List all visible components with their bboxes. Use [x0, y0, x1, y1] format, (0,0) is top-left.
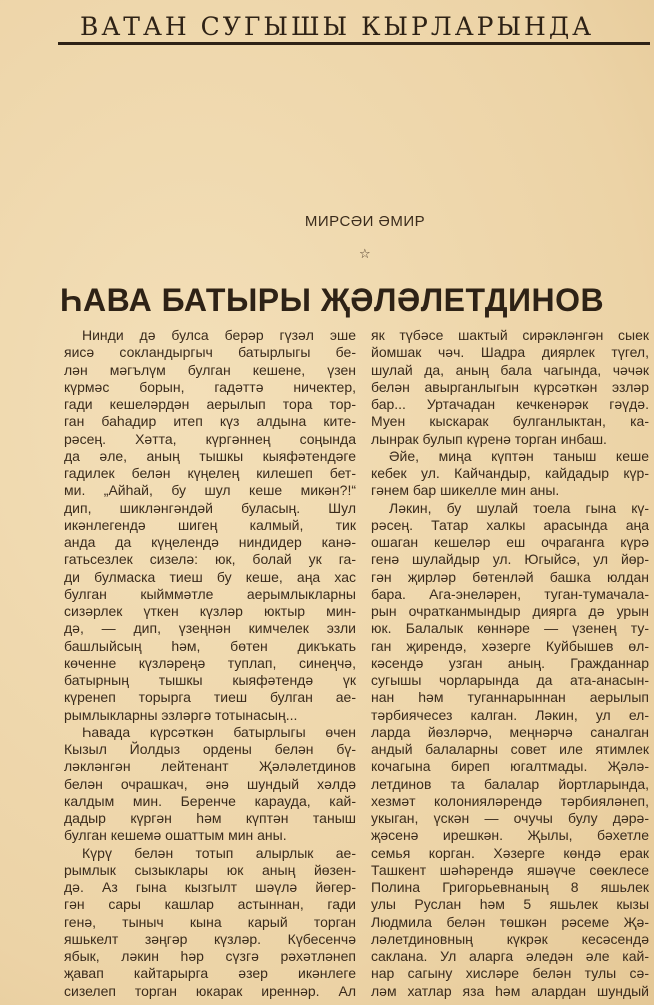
text-line: дә. Аз гына кызгылт шәүлә йөгер- — [64, 879, 356, 895]
text-line: сугышы чорларында да ата-анасын- — [371, 672, 649, 688]
text-line: булган кыйммәтле аерымлыкларны — [64, 585, 356, 602]
text-line: шулай да, аның бала чагында, чәчәк — [371, 361, 649, 378]
text-line: лән мәгълүм булган кешене, үзен — [64, 361, 356, 378]
text-line: улы Руслан һәм 5 яшьлек кызы — [371, 896, 649, 913]
text-line: сизелеп торган юкарак иреннәр. Ал — [64, 982, 356, 999]
text-line: Муен кыскарак булганлыктан, ка- — [371, 413, 649, 430]
text-line: батырның тышкы кыяфәтендә үк — [64, 672, 356, 688]
text-line: гадилек белән күңелең килешеп бет- — [64, 465, 356, 481]
text-line: да әле, аның тышкы кыяфәтендәге — [64, 447, 356, 464]
text-line: күрмәс борын, гадәттә ничектер, — [64, 378, 356, 395]
text-line: ошаган кешеләр еш очраганга күрә — [371, 534, 649, 550]
section-rubric: ВАТАН СУГЫШЫ КЫРЛАРЫНДА — [80, 12, 595, 41]
text-line: ди булмаска тиеш бу кеше, аңа хас — [64, 568, 356, 585]
article-title: ҺАВА БАТЫРЫ ҖӘЛӘЛЕТДИНОВ — [60, 282, 605, 318]
text-line: дип, шикләнгәндәй буласың. Шул — [64, 499, 356, 516]
text-line: көченне күзләреңә туплап, синеңчә, — [64, 654, 356, 671]
text-line: яисә сокландыргыч батырлыгы бе- — [64, 344, 356, 361]
text-line: ми. „Айһай, бу шул кеше микән?!“ — [64, 482, 356, 499]
text-line: семья корган. Хәзерге көндә ерак — [371, 844, 649, 861]
text-line: андый балаларны совет иле ятимлек — [371, 741, 649, 757]
text-line: дадыр күргән һәм күптән таныш — [64, 810, 356, 826]
text-column-right — [371, 327, 649, 1000]
text-line: Ташкент шәһәрендә яшәүче сөеклесе — [371, 861, 649, 878]
text-line: лынрак булып күренә торган инбаш. — [371, 430, 607, 447]
text-line: булган кешемә ошаттым мин аны. — [64, 827, 287, 844]
text-line: рымлык сызыклары юк аның йөзен- — [64, 861, 356, 878]
text-line: анда да күңелендә ниндидер канә- — [64, 534, 356, 550]
text-line: юк. Балалык көннәре — үзенең ту- — [371, 620, 649, 637]
text-line: бар... Уртачадан кечкенәрәк гәүдә. — [371, 396, 649, 412]
article-author: МИРСӘИ ӘМИР — [304, 213, 426, 230]
text-line: генә, тыныч кына карый торган — [64, 913, 356, 930]
text-line: Нинди дә булса берәр гүзәл эше — [82, 327, 356, 343]
text-line: дә, — дип, үзеңнән кимчелек эзли — [64, 620, 356, 637]
text-line: Күрү белән тотып алырлык ае- — [82, 844, 356, 861]
text-line: нар сагыну хисләре белән тулы сә- — [371, 965, 649, 982]
star-ornament-icon: ☆ — [359, 246, 371, 261]
text-line: ләм хатлар яза һәм алардан шундый — [371, 982, 649, 999]
text-line: җәсенә ирешкән. Җылы, бәхетле — [371, 827, 649, 844]
text-line: нан һәм туганнарыннан аерылып — [371, 689, 649, 706]
text-line: башлыйсың һәм, бөтен дикъкать — [64, 637, 356, 654]
text-line: ган җирендә, хәзерге Куйбышев өл- — [371, 637, 649, 654]
text-line: җавап кайтарырга әзер икәнлеге — [64, 965, 356, 982]
text-line: йомшак чәч. Шадра диярлек түгел, — [371, 344, 649, 361]
text-line: кәсендә узган аның. Гражданнар — [371, 654, 649, 671]
text-line: рәсең. Хәтта, күргәннең соңында — [64, 430, 356, 447]
text-line: укыган, үскән — очучы булу дәрә- — [371, 810, 649, 826]
paragraph — [371, 500, 649, 1000]
text-line: ябык, ләкин һәр сүзгә рәхәтләнеп — [64, 948, 356, 964]
text-line: рын очратканмындыр диярга дә урын — [371, 603, 649, 619]
text-line: Әйе, миңа күптән таныш кеше — [389, 447, 649, 464]
text-line: гән сары кашлар астыннан, гади — [64, 896, 356, 913]
paragraph — [64, 327, 356, 724]
text-line: гән җирләр бөтенләй башка юлдан — [371, 568, 649, 585]
text-line: тәрбиячесез калган. Ләкин, ул ел- — [371, 706, 649, 723]
rubric-rule-divider — [58, 42, 650, 45]
text-line: күренеп торырга тиеш булган ае- — [64, 689, 356, 706]
text-line: яшькелт зәңгәр күзләр. Күбесенчә — [64, 930, 356, 947]
text-line: гәнем бар шикелле мин аны. — [371, 482, 560, 499]
text-line: ләкләнгән лейтенант Җәләлетдинов — [64, 758, 356, 775]
text-line: летдинов та балалар йортларында, — [371, 775, 649, 792]
text-line: белән авырганлыгын күрсәткән эзләр — [371, 378, 649, 395]
text-line: генә шулайдыр ул. Югыйсә, ул йөр- — [371, 551, 649, 568]
paragraph — [64, 724, 356, 845]
text-column-left — [64, 327, 356, 1000]
text-line: калдым мин. Беренче карауда, кай- — [64, 792, 356, 809]
text-line: ләлетдиновның күкрәк кесәсендә — [371, 930, 649, 947]
text-line: сизәрлек үткен күзләр юктыр мин- — [64, 603, 356, 619]
text-line: Людмила белән төшкән рәсеме Җә- — [371, 913, 649, 930]
text-line: рымлыкларны эзләргә тотынасың... — [64, 706, 298, 723]
text-line: рәсең. Татар халкы арасында аңа — [371, 516, 649, 533]
text-line: белән очрашкач, әнә шундый хәлдә — [64, 775, 356, 792]
text-line: Полина Григорьевнаның 8 яшьлек — [371, 879, 649, 895]
paragraph — [64, 845, 356, 1000]
text-line: гади кешеләрдән аерылып тора тор- — [64, 396, 356, 412]
paragraph — [371, 448, 649, 500]
text-line: икәнлегендә шигең калмый, тик — [64, 516, 356, 533]
text-line: ларда йөзләрчә, меңнәрчә саналган — [371, 723, 649, 740]
text-line: гатьсезлек сизелә: юк, болай ук га- — [64, 551, 356, 568]
text-line: кебек ул. Кайчандыр, кайдадыр күр- — [371, 465, 649, 481]
text-line: саклана. Ул аларга әледән әле кай- — [371, 948, 649, 964]
text-line: Һавада күрсәткән батырлыгы өчен — [82, 723, 356, 740]
text-line: бара. Ага-энеләрен, туган-тумачала- — [371, 585, 649, 602]
text-line: кочагына биреп югалтмады. Җәлә- — [371, 758, 649, 775]
text-line: ган баһадир итеп күз алдына ките- — [64, 413, 356, 430]
text-line: хезмәт колонияләрендә тәрбияләнеп, — [371, 792, 649, 809]
text-line: Ләкин, бу шулай тоела гына кү- — [389, 499, 649, 516]
paragraph — [371, 327, 649, 448]
text-line: як түбәсе шактый сирәкләнгән сыек — [371, 327, 649, 343]
text-line: Кызыл Йолдыз ордены белән бү- — [64, 741, 356, 757]
